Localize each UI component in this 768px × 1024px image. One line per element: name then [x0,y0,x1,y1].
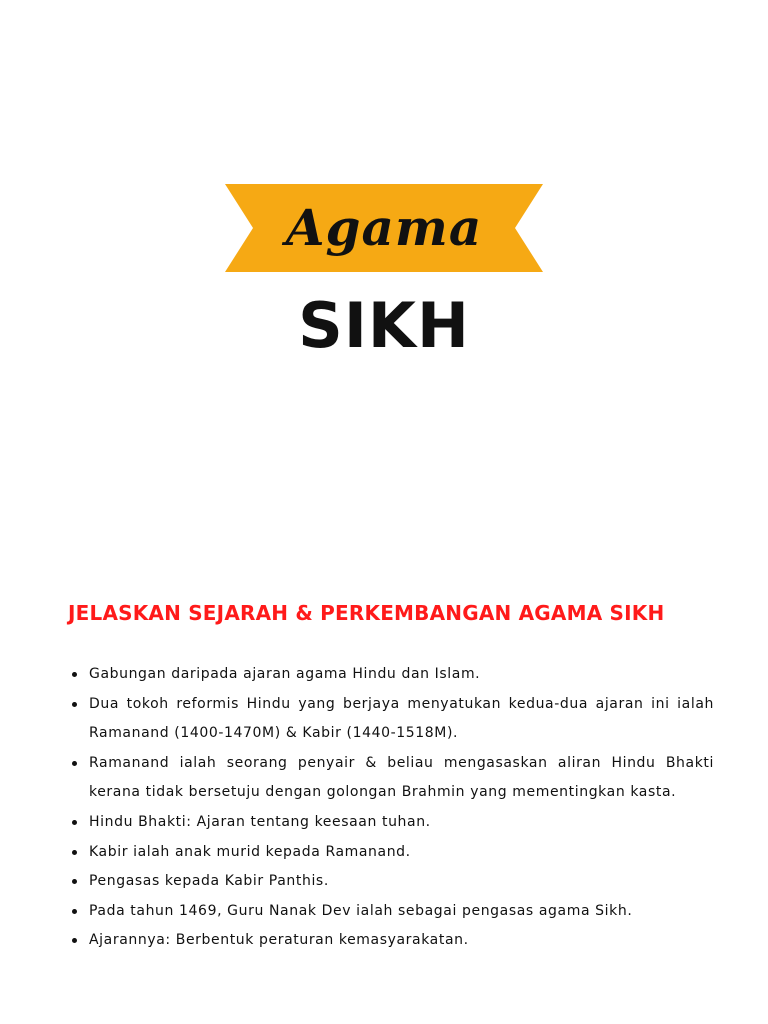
list-item-text: Kabir ialah anak murid kepada Ramanand. [89,843,411,860]
list-item-text: Pengasas kepada Kabir Panthis. [89,873,329,890]
list-item [70,838,714,868]
bullet-dot-icon [72,909,77,914]
bullet-dot-icon [72,702,77,707]
ribbon-text: Agama [285,198,483,257]
section-heading: JELASKAN SEJARAH & PERKEMBANGAN AGAMA SIKH [68,601,665,625]
list-item-text: Ajarannya: Berbentuk peraturan kemasyarakatan. [89,932,469,949]
list-item [70,690,714,749]
page-title: SIKH [298,289,470,362]
list-item [70,808,714,838]
bullet-dot-icon [72,672,77,677]
list-item [70,897,714,927]
list-item [70,926,714,956]
list-item-text: Dua tokoh reformis Hindu yang berjaya menyatukan kedua-dua ajaran ini ialah Ramanand (1400-1470M) & Kabir (1440-1518M). [89,695,714,742]
bullet-dot-icon [72,879,77,884]
list-item-text: Ramanand ialah seorang penyair & beliau mengasaskan aliran Hindu Bhakti kerana tidak bersetuju dengan golongan Brahmin yang mementingkan kasta. [89,754,714,801]
bullet-dot-icon [72,938,77,943]
list-item-text: Pada tahun 1469, Guru Nanak Dev ialah sebagai pengasas agama Sikh. [89,902,633,919]
list-item [70,867,714,897]
bullet-dot-icon [72,820,77,825]
list-item-text: Gabungan daripada ajaran agama Hindu dan Islam. [89,666,481,682]
title-ribbon [225,184,543,272]
bullet-dot-icon [72,761,77,766]
list-item [70,660,714,690]
bullet-dot-icon [72,850,77,855]
list-item [70,749,714,808]
list-item-text: Hindu Bhakti: Ajaran tentang keesaan tuhan. [89,813,431,830]
bullet-list [70,660,714,956]
